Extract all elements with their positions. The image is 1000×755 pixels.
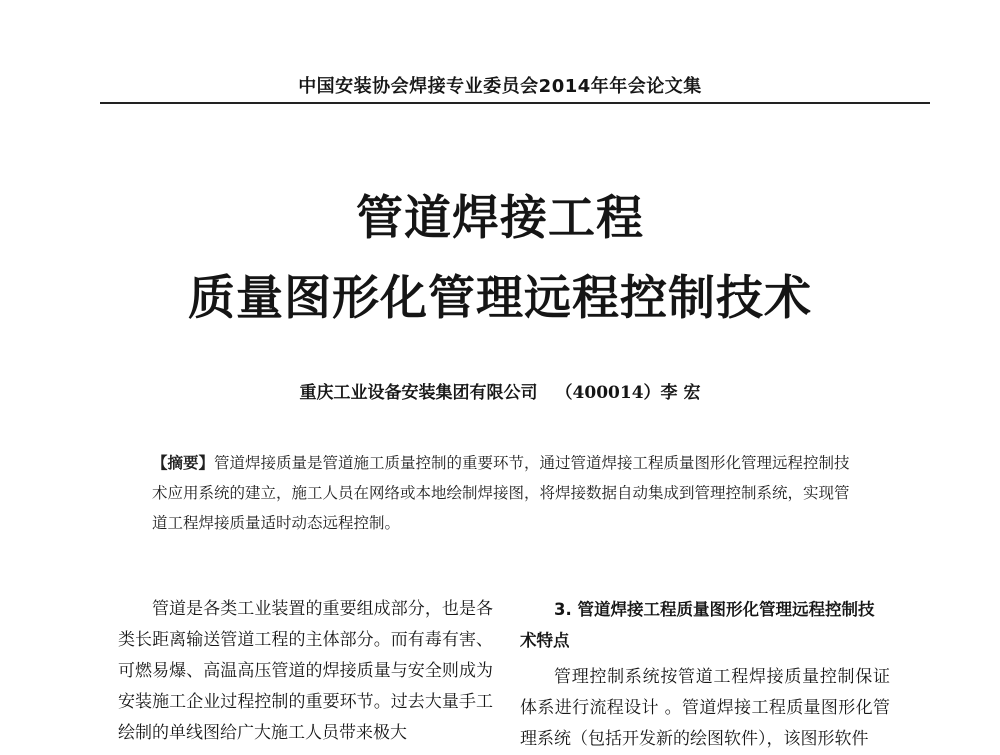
- left-column: [118, 594, 493, 749]
- paper-title-line-2: 质量图形化管理远程控制技术: [188, 271, 812, 326]
- author-name: 李 宏: [660, 383, 701, 403]
- author-byline: [0, 378, 1000, 403]
- proceedings-title: 中国安装协会焊接专业委员会2014年年会论文集: [298, 76, 702, 97]
- postcode: （400014）: [555, 383, 661, 403]
- abstract-text: 管道焊接质量是管道施工质量控制的重要环节，通过管道焊接工程质量图形化管理远程控制技术应用系统的建立，施工人员在网络或本地绘制焊接图，将焊接数据自动集成到管理控制系统，实现管道工程焊接质量适时动态远程控制。: [152, 454, 850, 532]
- section-heading: 3. 管道焊接工程质量图形化管理远程控制技术特点: [520, 600, 875, 650]
- abstract-label: 【摘要】: [152, 454, 215, 472]
- abstract: [152, 448, 852, 538]
- body-paragraph-right: 管理控制系统按管道工程焊接质量控制保证体系进行流程设计 。管道焊接工程质量图形化管理系统（包括开发新的绘图软件），该图形软件: [520, 667, 890, 749]
- body-paragraph: 管道是各类工业装置的重要组成部分，也是各类长距离输送管道工程的主体部分。而有毒有害、可燃易爆、高温高压管道的焊接质量与安全则成为安装施工企业过程控制的重要环节。过去大量手工绘制的单线图给广大施工人员带来极大: [118, 599, 493, 743]
- right-column: [520, 594, 890, 755]
- header-divider: [100, 102, 930, 104]
- paper-title-line-1: 管道焊接工程: [356, 191, 644, 246]
- affiliation: 重庆工业设备安装集团有限公司: [299, 383, 538, 403]
